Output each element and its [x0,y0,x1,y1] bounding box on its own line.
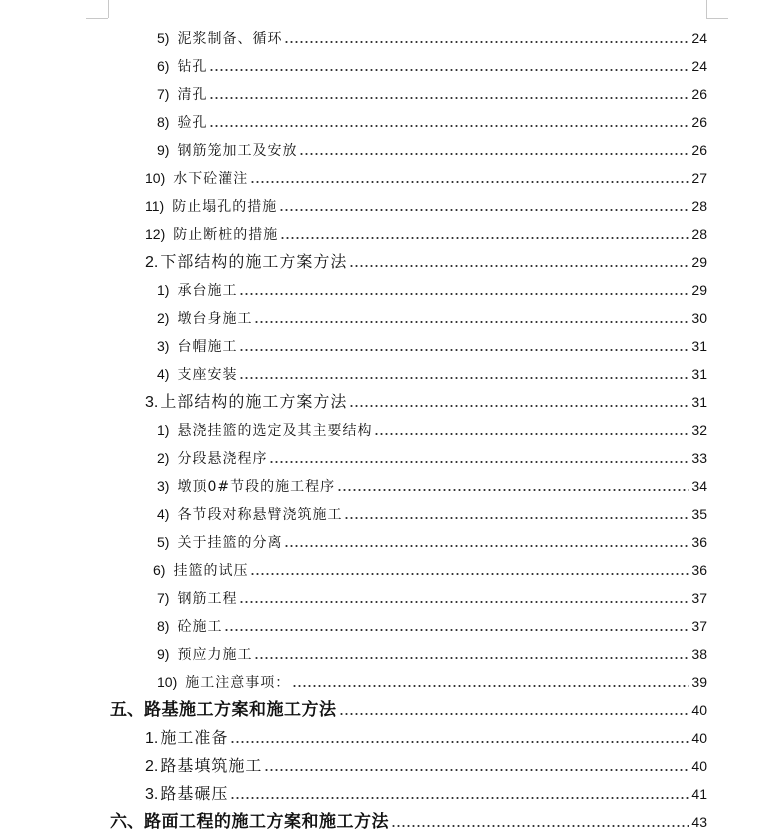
toc-entry-title: 清孔 [177,87,208,103]
toc-entry[interactable] [157,336,707,356]
toc-entry-number: 六、 [110,812,144,832]
toc-dot-leader [209,84,689,104]
toc-entry[interactable] [157,448,707,468]
toc-entry-number: 1. [145,730,159,747]
toc-entry-title: 上部结构的施工方案方法 [160,392,348,411]
toc-entry-number: 1) [157,422,170,438]
toc-entry-title: 钻孔 [177,59,208,75]
toc-entry-title: 承台施工 [177,283,238,299]
toc-entry[interactable] [145,252,707,272]
toc-entry-number: 5) [157,534,170,550]
toc-entry-title: 砼施工 [177,619,223,635]
toc-entry-title: 预应力施工 [177,647,253,663]
toc-entry-page: 29 [691,282,707,298]
toc-entry[interactable] [157,140,707,160]
toc-entry[interactable] [145,392,707,412]
toc-dot-leader [284,28,689,48]
toc-dot-leader [230,784,689,804]
toc-entry-number: 3) [157,478,170,494]
toc-entry[interactable] [153,560,707,580]
toc-entry-page: 26 [691,86,707,102]
toc-dot-leader [264,756,689,776]
toc-entry-title: 路基碾压 [160,784,229,803]
toc-dot-leader [254,308,689,328]
toc-entry-number: 2) [157,450,170,466]
toc-entry-page: 28 [691,226,707,242]
toc-entry[interactable] [110,700,707,720]
toc-entry-number: 9) [157,142,170,158]
toc-dot-leader [269,448,689,468]
toc-entry-number: 3) [157,338,170,354]
toc-dot-leader [349,392,689,412]
toc-dot-leader [391,812,689,832]
toc-entry-number: 2. [145,758,159,775]
toc-entry-number: 7) [157,86,170,102]
toc-entry-title: 路基施工方案和施工方法 [144,700,337,720]
toc-entry-page: 33 [691,450,707,466]
toc-dot-leader [299,140,689,160]
toc-entry[interactable] [157,308,707,328]
toc-dot-leader [239,280,689,300]
toc-entry-page: 26 [691,114,707,130]
toc-entry-page: 24 [691,58,707,74]
toc-entry[interactable] [157,280,707,300]
toc-entry-number: 11) [145,198,165,214]
toc-entry-page: 24 [691,30,707,46]
toc-entry-page: 35 [691,506,707,522]
toc-entry[interactable] [110,812,707,832]
toc-entry[interactable] [157,644,707,664]
toc-entry-page: 37 [691,590,707,606]
toc-entry-page: 31 [691,394,707,410]
toc-entry-number: 3. [145,786,159,803]
toc-dot-leader [339,700,690,720]
toc-entry-title: 下部结构的施工方案方法 [160,252,348,271]
toc-entry-page: 34 [691,478,707,494]
toc-dot-leader [254,644,689,664]
toc-entry[interactable] [157,84,707,104]
toc-entry-number: 8) [157,114,170,130]
toc-dot-leader [239,588,689,608]
toc-entry-page: 26 [691,142,707,158]
toc-entry-number: 2. [145,254,159,271]
toc-entry[interactable] [145,784,707,804]
toc-dot-leader [250,560,689,580]
toc-entry-title: 路基填筑施工 [160,756,263,775]
toc-entry-title: 泥浆制备、循环 [177,31,283,47]
toc-dot-leader [209,56,689,76]
toc-entry-title: 验孔 [177,115,208,131]
toc-entry-number: 6) [153,562,166,578]
toc-entry-title: 各节段对称悬臂浇筑施工 [177,507,343,523]
toc-entry-title: 墩台身施工 [177,311,253,327]
toc-entry-number: 五、 [110,700,144,720]
toc-dot-leader [239,336,689,356]
toc-entry-page: 40 [691,702,707,718]
toc-entry[interactable] [145,224,707,244]
toc-entry-page: 37 [691,618,707,634]
toc-entry[interactable] [145,196,707,216]
toc-entry-title: 路面工程的施工方案和施工方法 [144,812,389,832]
toc-entry-number: 9) [157,646,170,662]
toc-entry-title: 防止塌孔的措施 [172,199,278,215]
toc-entry-number: 12) [145,226,166,242]
toc-entry-number: 2) [157,310,170,326]
toc-entry[interactable] [157,532,707,552]
toc-entry-title: 防止断桩的措施 [173,227,279,243]
toc-entry-page: 32 [691,422,707,438]
toc-entry-title: 挂篮的试压 [173,563,249,579]
toc-entry-page: 31 [691,366,707,382]
toc-dot-leader [279,196,689,216]
toc-entry-page: 27 [691,170,707,186]
toc-entry-title: 墩顶0#节段的施工程序 [177,479,336,495]
toc-entry-page: 40 [691,758,707,774]
toc-entry-page: 36 [691,562,707,578]
toc-entry-title: 支座安装 [177,367,238,383]
toc-entry-title: 钢筋笼加工及安放 [177,143,298,159]
toc-entry-number: 10) [157,674,178,690]
toc-entry-title: 台帽施工 [177,339,238,355]
toc-entry-page: 28 [691,198,707,214]
toc-dot-leader [374,420,689,440]
toc-dot-leader [280,224,689,244]
toc-entry-title: 悬浇挂篮的选定及其主要结构 [177,423,373,439]
toc-entry-page: 29 [691,254,707,270]
toc-entry[interactable] [157,504,707,524]
toc-dot-leader [224,616,689,636]
toc-dot-leader [284,532,689,552]
toc-dot-leader [230,728,689,748]
toc-entry-title: 水下砼灌注 [173,171,249,187]
toc-entry-title: 关于挂篮的分离 [177,535,283,551]
toc-dot-leader [337,476,689,496]
toc-entry-page: 39 [691,674,707,690]
toc-entry[interactable] [157,616,707,636]
toc-dot-leader [239,364,689,384]
toc-entry[interactable] [145,728,707,748]
toc-entry-title: 施工准备 [160,728,229,747]
toc-entry-number: 7) [157,590,170,606]
toc-entry-number: 3. [145,394,159,411]
toc-entry[interactable] [145,756,707,776]
toc-dot-leader [292,672,689,692]
toc-entry-page: 36 [691,534,707,550]
toc-dot-leader [250,168,689,188]
toc-entry-page: 43 [691,814,707,830]
toc-entry[interactable] [157,420,707,440]
toc-entry-title: 分段悬浇程序 [177,451,268,467]
toc-dot-leader [349,252,689,272]
toc-entry[interactable] [157,56,707,76]
toc-entry-number: 5) [157,30,170,46]
toc-entry-number: 8) [157,618,170,634]
toc-entry-page: 38 [691,646,707,662]
toc-entry[interactable] [157,364,707,384]
toc-entry[interactable] [157,28,707,48]
toc-entry-page: 41 [691,786,707,802]
toc-entry-number: 4) [157,506,170,522]
toc-entry-page: 30 [691,310,707,326]
toc-entry-number: 10) [145,170,166,186]
toc-entry-title: 施工注意事项： [185,675,291,691]
toc-entry[interactable] [157,112,707,132]
toc-entry[interactable] [157,476,707,496]
toc-entry-number: 1) [157,282,170,298]
toc-entry-page: 40 [691,730,707,746]
toc-dot-leader [209,112,689,132]
toc-entry-number: 4) [157,366,170,382]
toc-dot-leader [344,504,689,524]
toc-entry[interactable] [157,672,707,692]
toc-entry-number: 6) [157,58,170,74]
toc-entry[interactable] [145,168,707,188]
toc-entry[interactable] [157,588,707,608]
toc-entry-title: 钢筋工程 [177,591,238,607]
toc-entry-page: 31 [691,338,707,354]
